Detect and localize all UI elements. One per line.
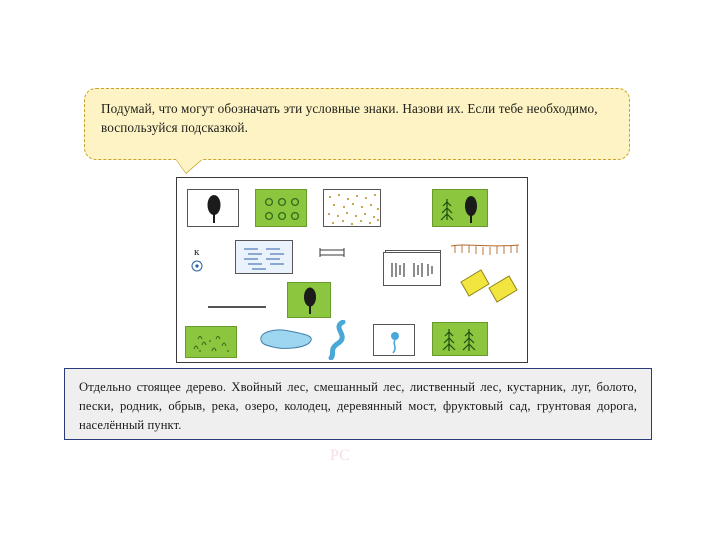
symbol-yellow-fields bbox=[455, 266, 523, 308]
hint-box bbox=[64, 368, 652, 440]
lake-icon bbox=[255, 326, 317, 352]
symbol-lug bbox=[185, 326, 237, 358]
symbol-naselennyy-punkt bbox=[383, 252, 441, 286]
svg-text:РС: РС bbox=[330, 447, 350, 464]
symbol-gruntovaya-doroga bbox=[207, 298, 267, 306]
symbol-reka bbox=[323, 320, 359, 360]
well-label-k: к bbox=[194, 246, 200, 258]
cliff-icon bbox=[449, 240, 521, 262]
well-icon bbox=[189, 258, 211, 276]
watermark-icon bbox=[330, 440, 394, 470]
watermark bbox=[330, 440, 394, 470]
lone-tree-icon bbox=[188, 190, 240, 228]
symbol-listvennyy-les bbox=[287, 282, 331, 318]
settlement-icon bbox=[384, 253, 442, 287]
marsh-icon bbox=[236, 241, 294, 275]
symbol-smeshannyy-les bbox=[432, 322, 488, 356]
symbol-boloto bbox=[235, 240, 293, 274]
deciduous-forest-icon bbox=[288, 283, 332, 319]
coniferous-forest-icon bbox=[433, 190, 489, 228]
symbol-rodnik bbox=[373, 324, 415, 356]
sand-icon bbox=[324, 190, 382, 228]
dirt-road-icon bbox=[207, 303, 267, 311]
callout-tail bbox=[176, 159, 202, 173]
instruction-callout bbox=[84, 88, 630, 160]
symbol-fruktovyy-sad bbox=[255, 189, 307, 227]
orchard-icon bbox=[256, 190, 308, 228]
symbols-panel bbox=[176, 177, 528, 363]
instruction-text: Подумай, что могут обозначать эти условные знаки. Назови их. Если тебе необходимо, воспользуйся подсказкой. bbox=[101, 101, 598, 135]
symbol-peski bbox=[323, 189, 381, 227]
wooden-bridge-icon bbox=[317, 246, 347, 260]
river-icon bbox=[323, 320, 359, 360]
symbol-otdelno-stoyashchee-derevo bbox=[187, 189, 239, 227]
meadow-icon bbox=[186, 327, 238, 359]
symbol-obryv bbox=[449, 240, 521, 262]
field-parallelogram-icon bbox=[455, 266, 523, 308]
symbol-kolodets bbox=[189, 258, 211, 276]
hint-text: Отдельно стоящее дерево. Хвойный лес, смешанный лес, лиственный лес, кустарник, луг, болото, пески, родник, обрыв, река, озеро, колодец, деревянный мост, фруктовый сад, грунтовая дорога, населённый пункт. bbox=[79, 380, 637, 433]
symbol-ozero bbox=[255, 326, 317, 352]
symbol-derevyannyy-most bbox=[317, 246, 347, 260]
symbol-khvoynyy-les bbox=[432, 189, 488, 227]
spring-icon bbox=[374, 325, 416, 357]
mixed-forest-icon bbox=[433, 323, 489, 357]
